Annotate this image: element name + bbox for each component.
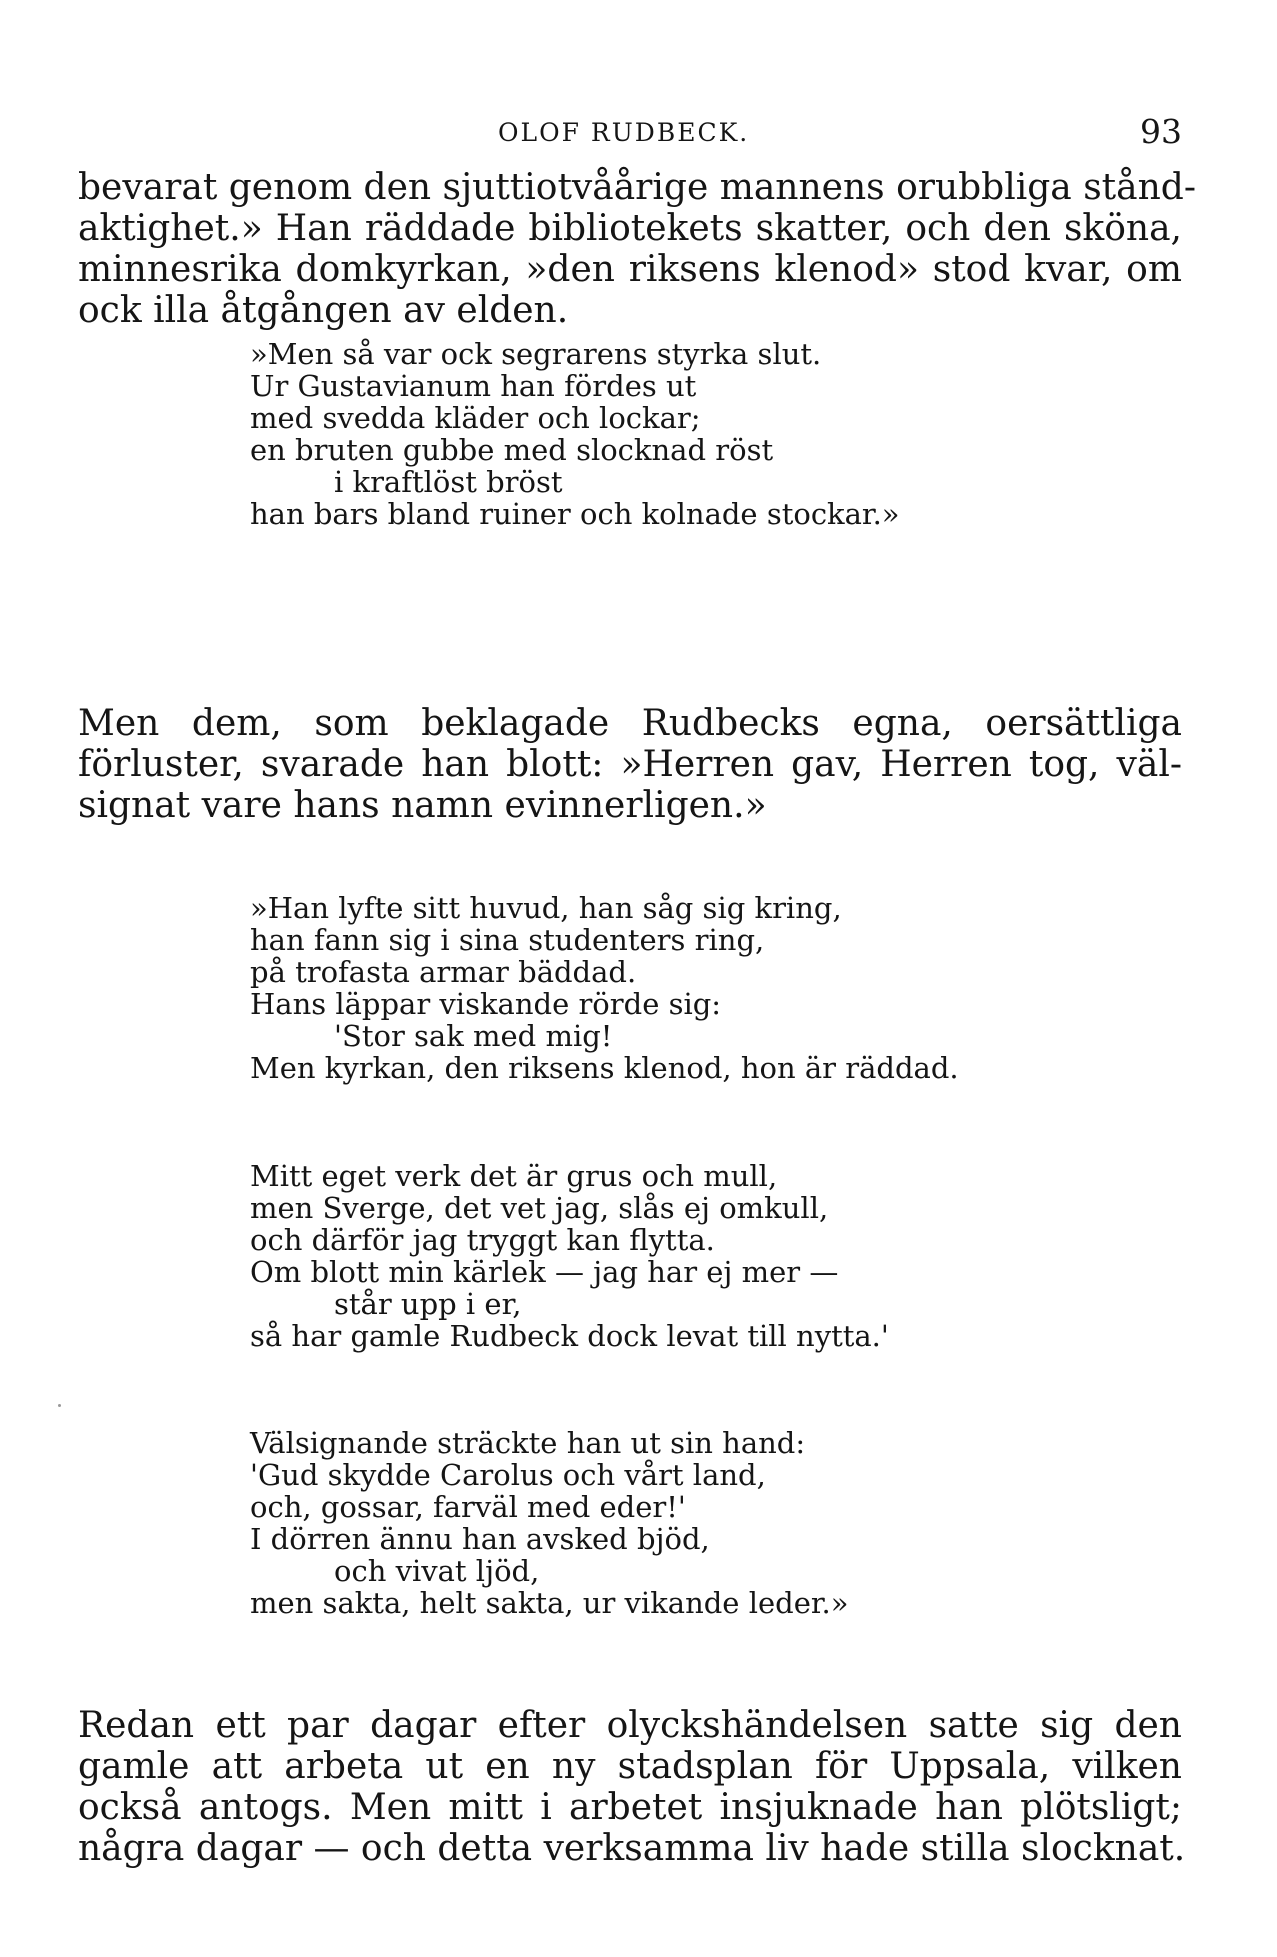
verse-line: på trofasta armar bäddad.: [250, 955, 637, 989]
verse-line: »Han lyfte sitt huvud, han såg sig kring,: [250, 891, 842, 925]
text-line: ock illa åtgången av elden.: [78, 290, 569, 331]
verse-line: I dörren ännu han avsked bjöd,: [250, 1522, 710, 1556]
text-line: signat vare hans namn evinnerligen.»: [78, 785, 767, 826]
verse-line: en bruten gubbe med slocknad röst: [250, 433, 774, 467]
stanza-4: [250, 1427, 849, 1619]
verse-line: 'Stor sak med mig!: [334, 1019, 613, 1053]
verse-line: och vivat ljöd,: [334, 1554, 540, 1588]
verse-line: står upp i er,: [334, 1287, 522, 1321]
text-line: aktighet.» Han räddade bibliotekets skatter, och den sköna,: [78, 208, 1182, 249]
text-line: också antogs. Men mitt i arbetet insjuknade han plötsligt;: [78, 1787, 1182, 1828]
text-line: Men dem, som beklagade Rudbecks egna, oersättliga: [78, 703, 1182, 744]
stanza-2: [250, 892, 959, 1084]
verse-line: men sakta, helt sakta, ur vikande leder.»: [250, 1586, 849, 1620]
page-header: [78, 112, 1182, 158]
verse-line: men Sverge, det vet jag, slås ej omkull,: [250, 1191, 829, 1225]
verse-line: han bars bland ruiner och kolnade stockar.»: [250, 497, 900, 531]
running-head: OLOF RUDBECK.: [498, 118, 750, 147]
text-line: bevarat genom den sjuttiotvåårige mannens orubbliga stånd-: [78, 167, 1197, 208]
verse-line: Men kyrkan, den riksens klenod, hon är räddad.: [250, 1051, 959, 1085]
verse-line: Hans läppar viskande rörde sig:: [250, 987, 722, 1021]
paragraph-3: [78, 1705, 1186, 1869]
paragraph-1: [78, 167, 1197, 331]
verse-line: 'Gud skydde Carolus och vårt land,: [250, 1458, 766, 1492]
verse-line: Ur Gustavianum han fördes ut: [250, 369, 697, 403]
stanza-1: [250, 338, 900, 530]
page-number: 93: [1140, 112, 1182, 151]
text-line: minnesrika domkyrkan, »den riksens klenod» stod kvar, om: [78, 249, 1182, 290]
text-line: några dagar — och detta verksamma liv hade stilla slocknat.: [78, 1828, 1186, 1869]
verse-line: Välsignande sträckte han ut sin hand:: [250, 1426, 806, 1460]
verse-line: han fann sig i sina studenters ring,: [250, 923, 765, 957]
text-line: gamle att arbeta ut en ny stadsplan för Uppsala, vilken: [78, 1746, 1182, 1787]
stanza-3: [250, 1160, 889, 1352]
verse-line: Mitt eget verk det är grus och mull,: [250, 1159, 778, 1193]
verse-line: »Men så var ock segrarens styrka slut.: [250, 337, 822, 371]
paragraph-2: [78, 703, 1182, 826]
text-line: förluster, svarade han blott: »Herren gav, Herren tog, väl-: [78, 744, 1182, 785]
text-line: Redan ett par dagar efter olyckshändelsen satte sig den: [78, 1705, 1182, 1746]
verse-line: Om blott min kärlek — jag har ej mer —: [250, 1255, 839, 1289]
verse-line: i kraftlöst bröst: [334, 465, 563, 499]
verse-line: och, gossar, farväl med eder!': [250, 1490, 686, 1524]
verse-line: så har gamle Rudbeck dock levat till nytta.': [250, 1319, 889, 1353]
verse-line: och därför jag tryggt kan flytta.: [250, 1223, 715, 1257]
paper-speck: [58, 1404, 61, 1407]
verse-line: med svedda kläder och lockar;: [250, 401, 701, 435]
